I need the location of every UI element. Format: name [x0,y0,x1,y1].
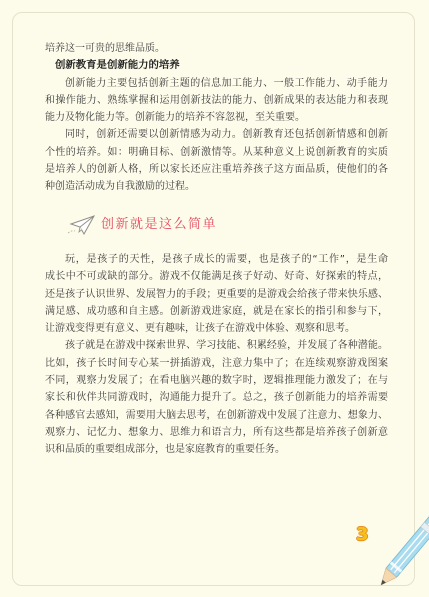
paragraph-line: 让游戏变得更有意义、更有趣味，让孩子在游戏中体验、观察和思考。 [45,323,355,335]
paragraph [45,251,388,337]
paper-airplane-icon [66,214,96,236]
paragraph [45,126,388,195]
paragraph-line: 成长中不可或缺的部分。游戏不仅能满足孩子好动、好奇、好探索的特点， [45,271,388,283]
section-heading [66,212,217,238]
paragraph-line: 观察力、记忆力、想象力、思维力和语言力，所有这些都是培养孩子创新意 [45,426,388,438]
section-one [45,40,388,196]
paragraph-line: 个性的培养。如：明确目标、创新激情等。从某种意义上说创新教育的实质 [45,146,388,158]
paragraph-line: 是培养人的创新人格，所以家长还应注重培养孩子这方面品质，使他们的各 [45,164,388,176]
subheading: 创新教育是创新能力的培养 [55,59,180,72]
pencil-icon [369,505,429,597]
page-number: 3 [356,524,369,545]
paragraph-line: 孩子就是在游戏中探索世界、学习技能、积累经验，并发展了各种潜能。 [65,340,388,352]
paragraph-line: 能力及物化能力等。创新能力的培养不容忽视，至关重要。 [45,112,305,124]
section-title: 创新就是这么简单 [101,217,218,232]
paragraph-line: 家长和伙伴共同游戏时，沟通能力提升了。总之，孩子创新能力的培养需要 [45,392,388,404]
paper-airplane-icon-graphic [66,214,96,236]
paragraph-line: 不同，观察力发展了；在看电脑兴趣的数字时，逻辑推理能力激发了；在与 [45,375,388,387]
paragraph-line: 识和品质的重要组成部分，也是家庭教育的重要任务。 [45,444,285,456]
paragraph-line: 和操作能力、熟练掌握和运用创新技法的能力、创新成果的表达能力和表现 [45,94,388,106]
paragraph-line: 同时，创新还需要以创新情感为动力。创新教育还包括创新情感和创新 [65,129,388,141]
paragraph-line: 种创造活动成为自我激励的过程。 [45,181,195,193]
paragraph-line: 创新能力主要包括创新主题的信息加工能力、一般工作能力、动手能力 [65,77,388,89]
paragraph-line: 玩，是孩子的天性，是孩子成长的需要，也是孩子的“工作”，是生命 [65,254,388,265]
paragraph [45,337,388,458]
section-two [45,251,388,459]
paragraph [45,75,388,127]
intro-line: 培养这一可贵的思维品质。 [45,43,165,54]
paragraph-line: 各种感官去感知，需要用大脑去思考，在创新游戏中发展了注意力、想象力、 [45,409,388,421]
paragraph-line: 还是孩子认识世界、发展智力的手段；更重要的是游戏会给孩子带来快乐感、 [45,288,388,300]
paragraph-line: 满足感、成功感和自主感。创新游戏进家庭，就是在家长的指引和参与下， [45,305,388,317]
paragraph-line: 比如，孩子长时间专心某一拼插游戏，注意力集中了；在连续观察游戏图案 [45,357,388,369]
